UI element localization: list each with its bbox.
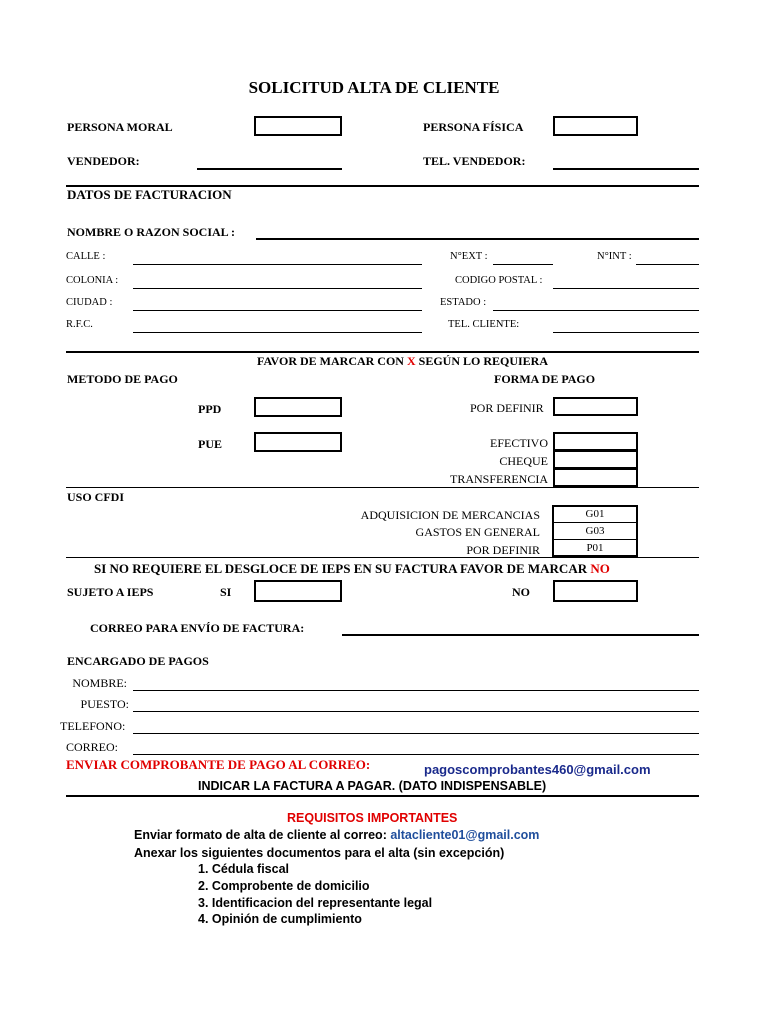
alta-cliente-email[interactable]: altacliente01@gmail.com	[390, 828, 540, 842]
transferencia-label: TRANSFERENCIA	[449, 472, 548, 486]
requisito-item: 2. Comprobente de domicilio	[198, 879, 370, 893]
ieps-notice	[94, 561, 610, 577]
cheque-checkbox[interactable]	[553, 450, 638, 469]
requisito-item: 3. Identificacion del representante legal	[198, 896, 433, 910]
uso-cfdi-label: USO CFDI	[67, 490, 125, 504]
calle-field[interactable]	[133, 264, 422, 265]
pago-instruction	[257, 354, 548, 369]
persona-moral-label: PERSONA MORAL	[67, 120, 173, 134]
facturacion-section-title: DATOS DE FACTURACION	[67, 187, 232, 202]
correo-factura-field[interactable]	[342, 634, 699, 636]
pago-instruction-post: SEGÚN LO REQUIERA	[418, 354, 549, 368]
encargado-telefono-field[interactable]	[133, 733, 699, 734]
cfdi-item-label: ADQUISICION DE MERCANCIAS	[360, 508, 540, 522]
ppd-label: PPD	[198, 402, 222, 416]
pago-instruction-x: X	[406, 354, 416, 368]
divider	[66, 795, 699, 797]
ciudad-field[interactable]	[133, 310, 422, 311]
tel-vendedor-label: TEL. VENDEDOR:	[423, 154, 526, 168]
colonia-field[interactable]	[133, 288, 422, 289]
por-definir-checkbox[interactable]	[553, 397, 638, 416]
por-definir-label: POR DEFINIR	[470, 401, 544, 415]
metodo-pago-label: METODO DE PAGO	[67, 372, 178, 386]
rfc-field[interactable]	[133, 332, 422, 333]
ieps-no-checkbox[interactable]	[553, 580, 638, 602]
cfdi-code-p01[interactable]: P01	[586, 542, 604, 554]
ppd-checkbox[interactable]	[254, 397, 342, 417]
encargado-puesto-label: PUESTO:	[80, 697, 129, 711]
pue-checkbox[interactable]	[254, 432, 342, 452]
cp-label: CODIGO POSTAL :	[455, 275, 543, 286]
enviar-formato-label: Enviar formato de alta de cliente al correo:	[134, 828, 387, 842]
ieps-notice-text: SI NO REQUIERE EL DESGLOCE DE IEPS EN SU FACTURA FAVOR DE MARCAR	[94, 561, 588, 576]
nint-field[interactable]	[636, 264, 699, 265]
ieps-no-label: NO	[512, 585, 530, 599]
encargado-telefono-label: TELEFONO:	[60, 719, 126, 733]
encargado-nombre-label: NOMBRE:	[72, 676, 127, 690]
cfdi-item-label: GASTOS EN GENERAL	[415, 525, 540, 539]
divider	[66, 487, 699, 488]
efectivo-label: EFECTIVO	[490, 436, 548, 450]
ieps-si-checkbox[interactable]	[254, 580, 342, 602]
persona-fisica-checkbox[interactable]	[553, 116, 638, 136]
pue-label: PUE	[198, 437, 222, 451]
colonia-label: COLONIA :	[66, 275, 119, 286]
requisito-item: 1. Cédula fiscal	[198, 862, 290, 876]
rfc-label: R.F.C.	[66, 319, 93, 330]
nint-label: N°INT :	[597, 251, 632, 262]
anexar-documentos: Anexar los siguientes documentos para el alta (sin excepción)	[134, 846, 505, 860]
encargado-puesto-field[interactable]	[133, 711, 699, 712]
estado-field[interactable]	[493, 310, 699, 311]
encargado-title: ENCARGADO DE PAGOS	[67, 654, 209, 668]
cp-field[interactable]	[553, 288, 699, 289]
requisito-item: 4. Opinión de cumplimiento	[198, 912, 362, 926]
sujeto-ieps-label: SUJETO A IEPS	[67, 585, 154, 599]
transferencia-checkbox[interactable]	[553, 468, 638, 487]
next-label: N°EXT :	[450, 251, 488, 262]
tel-vendedor-field[interactable]	[553, 168, 699, 170]
razon-social-field[interactable]	[256, 238, 699, 240]
ciudad-label: CIUDAD :	[66, 297, 113, 308]
encargado-correo-label: CORREO:	[66, 740, 119, 754]
enviar-formato-line	[134, 828, 539, 842]
efectivo-checkbox[interactable]	[553, 432, 638, 451]
persona-moral-checkbox[interactable]	[254, 116, 342, 136]
encargado-nombre-field[interactable]	[133, 690, 699, 691]
ieps-si-label: SI	[220, 585, 232, 599]
cheque-label: CHEQUE	[499, 454, 548, 468]
cfdi-item-label: POR DEFINIR	[466, 543, 540, 557]
comprobante-label: ENVIAR COMPROBANTE DE PAGO AL CORREO:	[66, 757, 371, 772]
estado-label: ESTADO :	[440, 297, 487, 308]
cfdi-code-g03[interactable]: G03	[553, 523, 637, 540]
ieps-notice-no: NO	[590, 561, 610, 576]
tel-cliente-field[interactable]	[553, 332, 699, 333]
requisitos-title: REQUISITOS IMPORTANTES	[287, 811, 458, 825]
tel-cliente-label: TEL. CLIENTE:	[448, 319, 520, 330]
razon-social-label: NOMBRE O RAZON SOCIAL :	[67, 225, 236, 239]
correo-factura-label: CORREO PARA ENVÍO DE FACTURA:	[90, 621, 305, 635]
divider	[66, 351, 699, 353]
persona-fisica-label: PERSONA FÍSICA	[423, 120, 524, 134]
next-field[interactable]	[493, 264, 553, 265]
vendedor-label: VENDEDOR:	[67, 154, 140, 168]
page-title: SOLICITUD ALTA DE CLIENTE	[248, 78, 500, 97]
divider	[66, 557, 699, 558]
pago-instruction-pre: FAVOR DE MARCAR CON	[257, 354, 404, 368]
calle-label: CALLE :	[66, 251, 106, 262]
encargado-correo-field[interactable]	[133, 754, 699, 755]
vendedor-field[interactable]	[197, 168, 342, 170]
forma-pago-label: FORMA DE PAGO	[494, 372, 596, 386]
cfdi-code-g01[interactable]: G01	[553, 506, 637, 523]
indicar-factura-note: INDICAR LA FACTURA A PAGAR. (DATO INDISPENSABLE)	[198, 779, 547, 793]
comprobante-email[interactable]: pagoscomprobantes460@gmail.com	[424, 762, 651, 777]
